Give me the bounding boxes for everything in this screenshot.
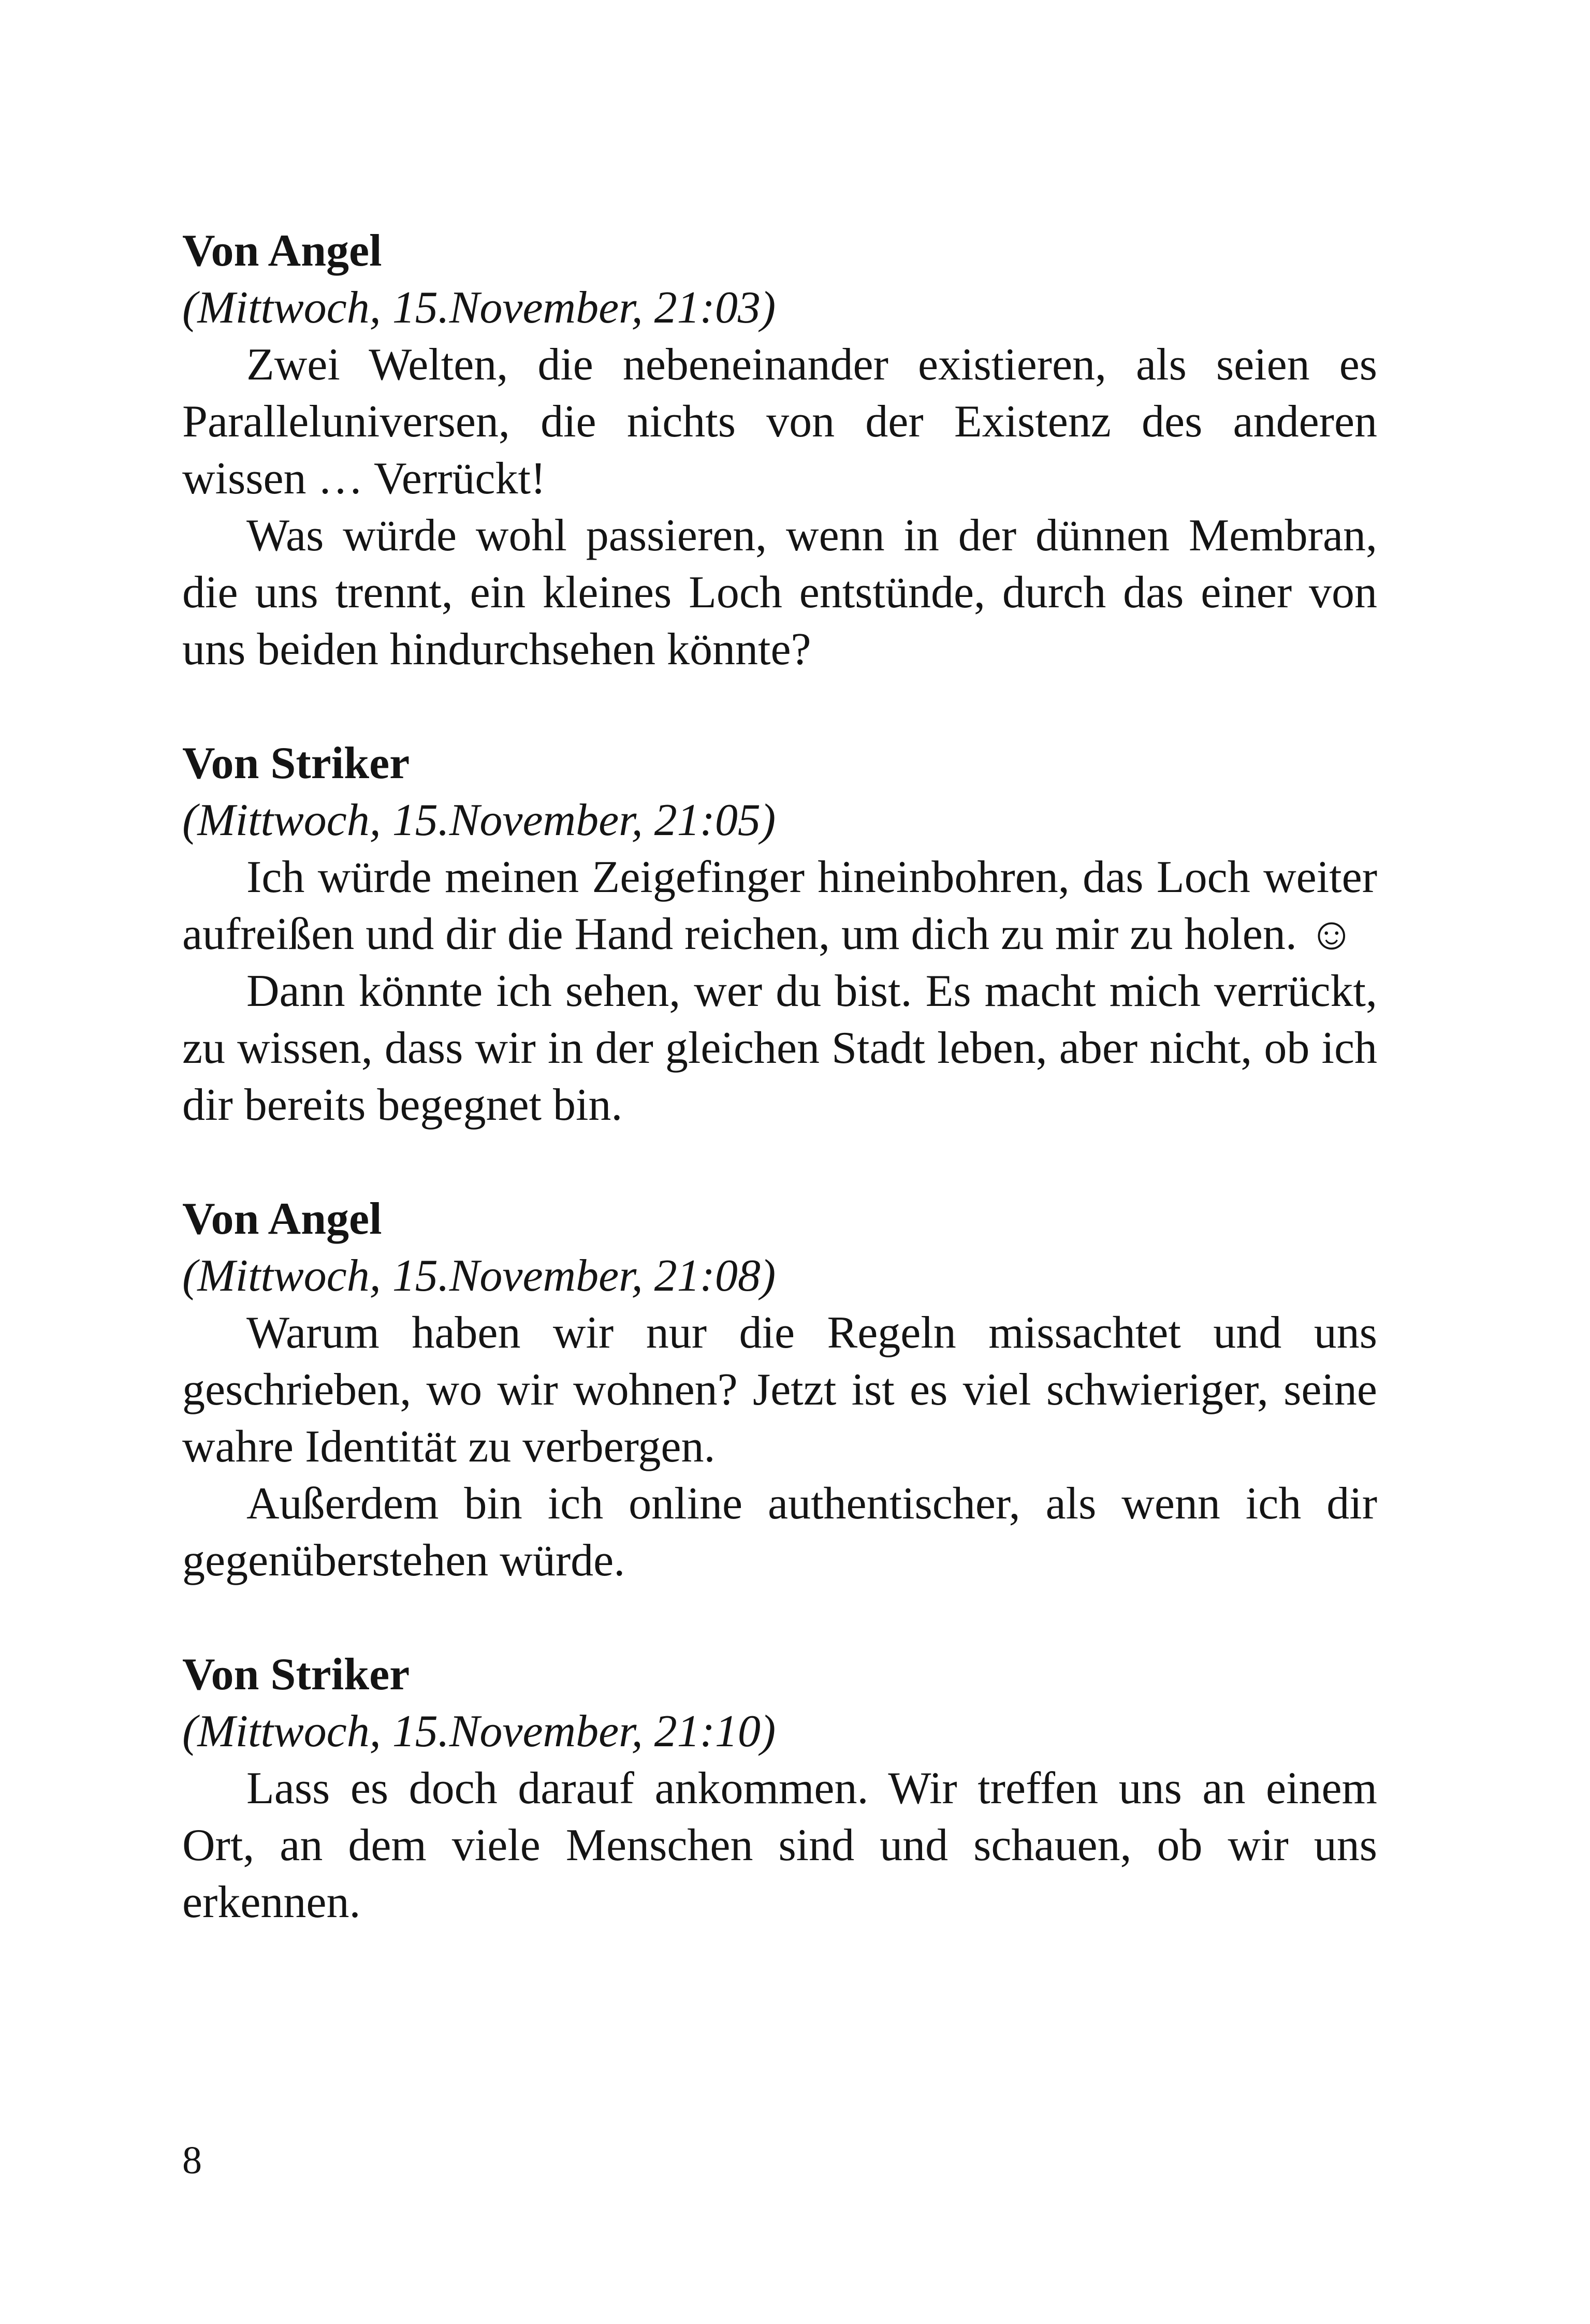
message-entry <box>182 223 1377 678</box>
message-timestamp: (Mittwoch, 15.November, 21:03) <box>182 283 776 333</box>
message-author: Von Striker <box>182 738 410 788</box>
message-author: Von Striker <box>182 1649 410 1700</box>
message-entry <box>182 1191 1377 1589</box>
message-paragraph: Außerdem bin ich online authentischer, als wenn ich dir gegenüberstehen würde. <box>182 1479 1377 1586</box>
message-timestamp: (Mittwoch, 15.November, 21:08) <box>182 1251 776 1301</box>
message-timestamp: (Mittwoch, 15.November, 21:10) <box>182 1706 776 1757</box>
message-entry <box>182 1646 1377 1931</box>
message-thread <box>182 223 1377 1988</box>
message-paragraph: Lass es doch darauf ankommen. Wir treffen uns an einem Ort, an dem viele Menschen sind und schauen, ob wir uns erkennen. <box>182 1763 1377 1927</box>
message-paragraph: Warum haben wir nur die Regeln missachtet und uns geschrieben, wo wir wohnen? Jetzt ist es viel schwieriger, seine wahre Identität zu verbergen. <box>182 1308 1377 1472</box>
message-author: Von Angel <box>182 226 382 276</box>
message-entry <box>182 735 1377 1134</box>
message-author: Von Angel <box>182 1194 382 1244</box>
message-timestamp: (Mittwoch, 15.November, 21:05) <box>182 795 776 845</box>
page-number: 8 <box>182 2139 202 2182</box>
message-paragraph: Zwei Welten, die nebeneinander existieren, als seien es Paralleluniversen, die nichts von der Existenz des anderen wissen … Verrückt! <box>182 340 1377 504</box>
message-paragraph: Ich würde meinen Zeigefinger hineinbohren, das Loch weiter aufreißen und dir die Hand reichen, um dich zu mir zu holen. ☺ <box>182 852 1377 959</box>
message-paragraph: Dann könnte ich sehen, wer du bist. Es macht mich verrückt, zu wissen, dass wir in der gleichen Stadt leben, aber nicht, ob ich dir bereits begegnet bin. <box>182 966 1377 1130</box>
message-paragraph: Was würde wohl passieren, wenn in der dünnen Membran, die uns trennt, ein kleines Loch entstünde, durch das einer von uns beiden hindurchsehen könnte? <box>182 510 1377 675</box>
